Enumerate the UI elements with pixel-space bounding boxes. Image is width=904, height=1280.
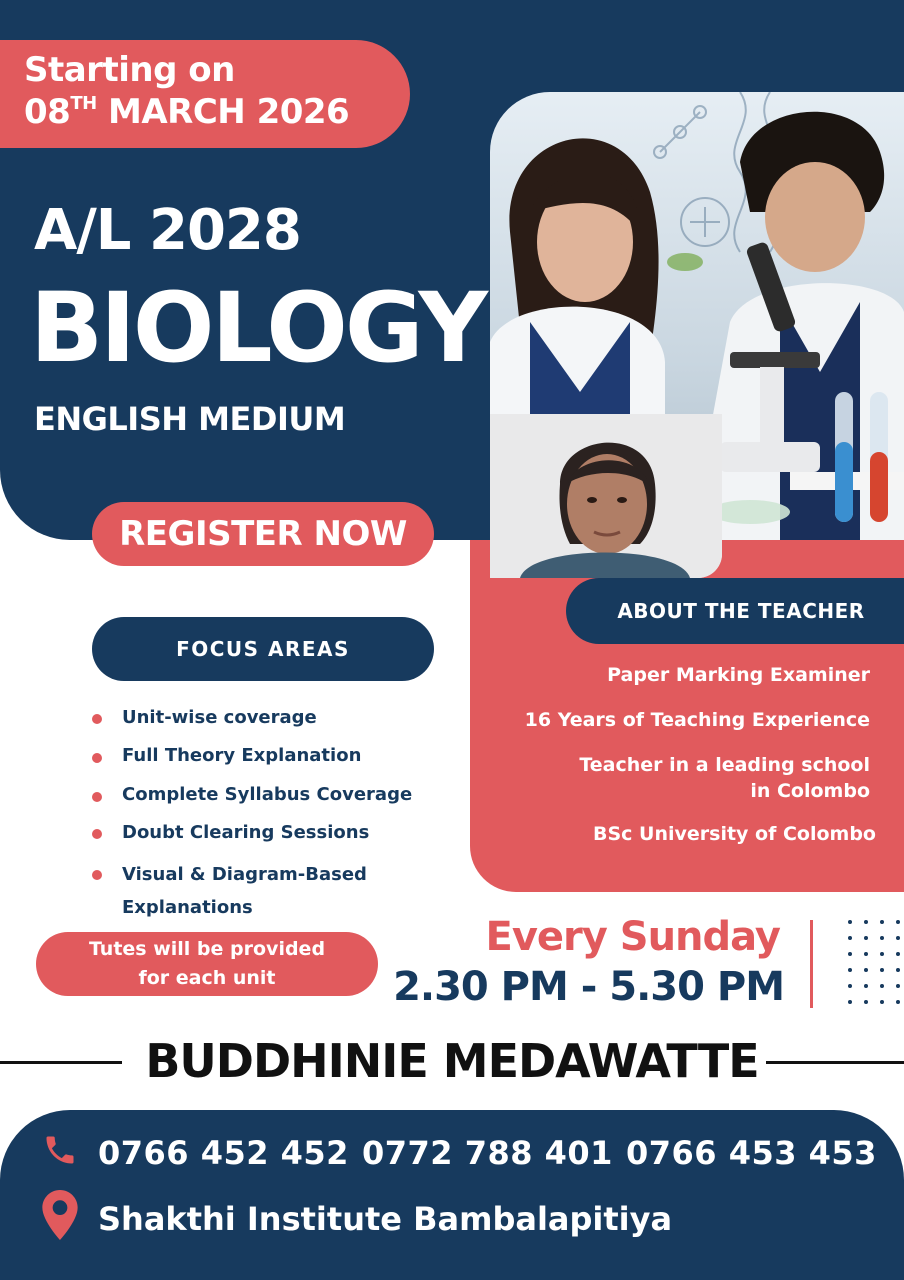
focus-item: Unit-wise coverage bbox=[122, 707, 317, 728]
focus-item: Visual & Diagram-Based bbox=[122, 864, 367, 885]
bullet-dot bbox=[92, 792, 102, 802]
dot-grid-decoration bbox=[846, 918, 904, 1010]
focus-item: Full Theory Explanation bbox=[122, 745, 362, 766]
subject-title: BIOLOGY bbox=[30, 272, 486, 384]
class-day: Every Sunday bbox=[485, 914, 780, 960]
start-day: 08 bbox=[24, 92, 71, 132]
phone-number[interactable]: 0772 788 401 bbox=[362, 1134, 613, 1172]
teacher-credential: Teacher in a leading school bbox=[579, 754, 870, 776]
phone-icon bbox=[42, 1132, 78, 1168]
teacher-name: BUDDHINIE MEDAWATTE bbox=[145, 1034, 759, 1088]
divider-bar bbox=[810, 920, 813, 1008]
bullet-dot bbox=[92, 714, 102, 724]
bullet-dot bbox=[92, 870, 102, 880]
phone-number[interactable]: 0766 452 452 bbox=[98, 1134, 349, 1172]
teacher-portrait-illustration bbox=[490, 414, 722, 578]
register-now-button[interactable]: REGISTER NOW bbox=[92, 502, 434, 566]
start-day-suffix: TH bbox=[70, 93, 97, 114]
focus-item: Complete Syllabus Coverage bbox=[122, 784, 413, 805]
bullet-dot bbox=[92, 829, 102, 839]
tutes-line-1: Tutes will be provided bbox=[88, 938, 326, 960]
teacher-credential: 16 Years of Teaching Experience bbox=[524, 709, 870, 731]
focus-item: Doubt Clearing Sessions bbox=[122, 822, 370, 843]
phone-number[interactable]: 0766 453 453 bbox=[626, 1134, 877, 1172]
class-time: 2.30 PM - 5.30 PM bbox=[393, 964, 784, 1010]
medium-label: ENGLISH MEDIUM bbox=[34, 400, 346, 438]
teacher-photo bbox=[490, 414, 722, 578]
location-pin-icon bbox=[42, 1190, 78, 1240]
focus-areas-heading: FOCUS AREAS bbox=[92, 617, 434, 681]
focus-item-continued: Explanations bbox=[122, 897, 253, 918]
start-month-year: MARCH 2026 bbox=[108, 92, 350, 132]
start-label: Starting on bbox=[24, 50, 235, 90]
institute-address: Shakthi Institute Bambalapitiya bbox=[98, 1200, 673, 1238]
course-year: A/L 2028 bbox=[34, 198, 301, 263]
teacher-credential: Paper Marking Examiner bbox=[607, 664, 870, 686]
teacher-credential: in Colombo bbox=[750, 780, 870, 802]
tutes-line-2: for each unit bbox=[138, 967, 276, 989]
bullet-dot bbox=[92, 753, 102, 763]
teacher-credential: BSc University of Colombo bbox=[592, 823, 876, 845]
about-teacher-heading: ABOUT THE TEACHER bbox=[617, 599, 865, 623]
start-date bbox=[24, 92, 349, 132]
tutes-provided-badge bbox=[36, 932, 378, 996]
